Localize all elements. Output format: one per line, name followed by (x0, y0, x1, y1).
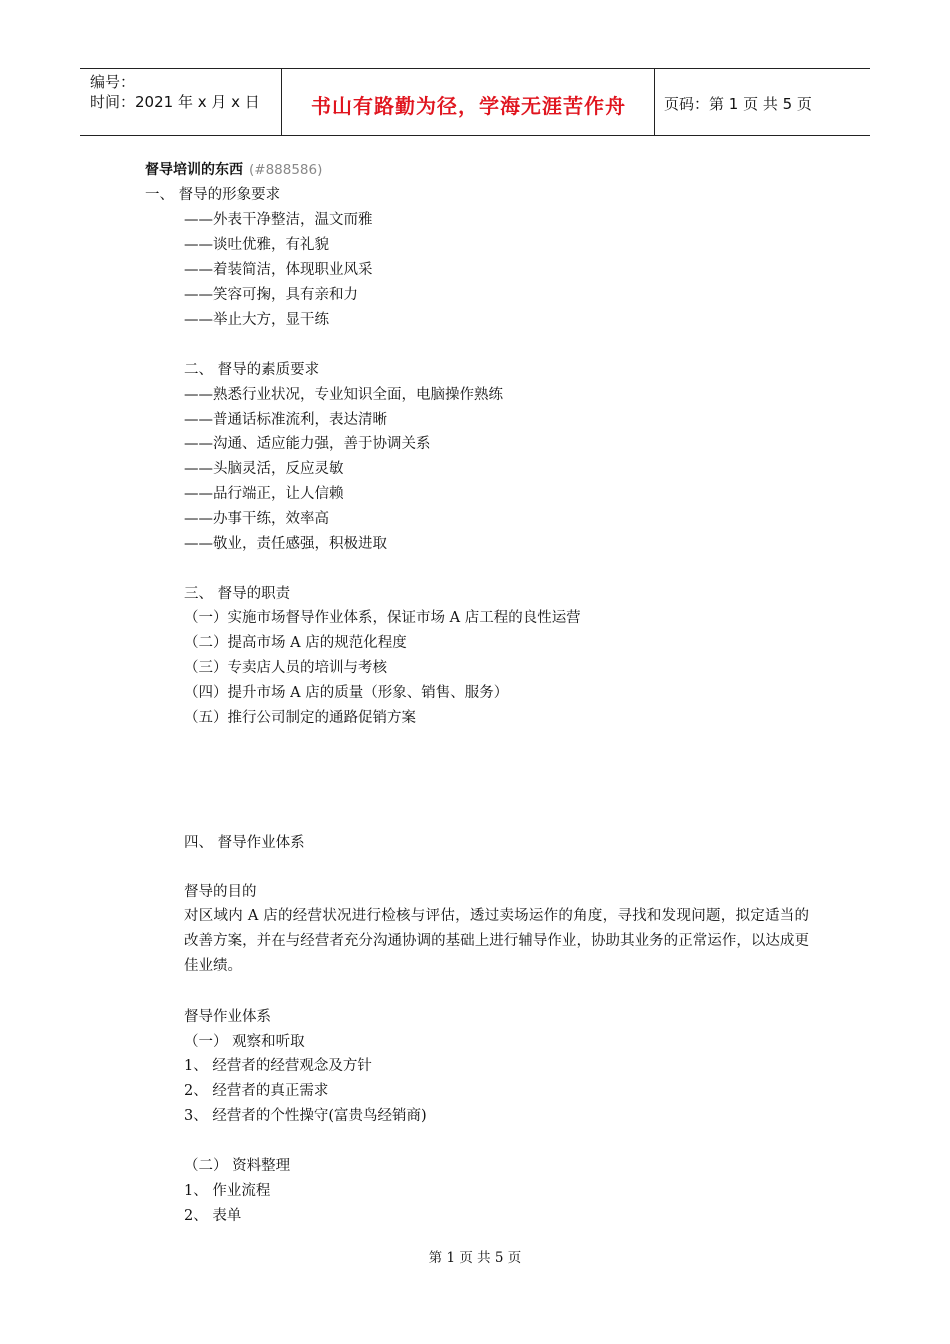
list-item: ——外表干净整洁，温文而雅 (184, 212, 373, 228)
header-top-rule (80, 68, 870, 69)
subsection-2-heading: （二） 资料整理 (184, 1158, 291, 1174)
section-2-heading: 二、 督导的素质要求 (184, 362, 320, 378)
list-item: 1、 经营者的经营观念及方针 (184, 1058, 372, 1074)
section-4-heading: 四、 督导作业体系 (184, 835, 305, 851)
list-item: 2、 表单 (184, 1208, 242, 1224)
list-item: ——熟悉行业状况，专业知识全面，电脑操作熟练 (184, 387, 503, 403)
list-item: 3、 经营者的个性操守(富贵鸟经销商) (184, 1108, 427, 1124)
list-item: ——头脑灵活，反应灵敏 (184, 461, 344, 477)
list-item: ——着装简洁，体现职业风采 (184, 262, 373, 278)
purpose-paragraph: 对区域内 A 店的经营状况进行检核与评估，透过卖场运作的角度，寻找和发现问题，拟定适当的改善方案，并在与经营者充分沟通协调的基础上进行辅导作业，协助其业务的正常运作，以达成更佳业绩。 (184, 908, 809, 974)
section-3-heading: 三、 督导的职责 (184, 586, 291, 602)
list-item: ——品行端正，让人信赖 (184, 486, 344, 502)
subsection-1-heading: （一） 观察和听取 (184, 1034, 305, 1050)
header-motto: 书山有路勤为径，学海无涯苦作舟 (311, 94, 626, 118)
document-title-tag: (#888586) (249, 162, 323, 178)
list-item: ——举止大方，显干练 (184, 312, 329, 328)
system-heading: 督导作业体系 (184, 1009, 271, 1025)
list-item: ——沟通、适应能力强，善于协调关系 (184, 436, 431, 452)
header-bottom-rule (80, 135, 870, 136)
list-item: 2、 经营者的真正需求 (184, 1083, 329, 1099)
document-title-text: 督导培训的东西 (145, 162, 243, 178)
document-number-label: 编号： (90, 73, 136, 91)
list-item: （五）推行公司制定的通路促销方案 (184, 710, 416, 726)
list-item: （三）专卖店人员的培训与考核 (184, 660, 387, 676)
list-item: （四）提升市场 A 店的质量（形象、销售、服务） (184, 685, 509, 701)
list-item: ——谈吐优雅，有礼貌 (184, 237, 329, 253)
list-item: （二）提高市场 A 店的规范化程度 (184, 635, 407, 651)
header-meta (90, 72, 260, 112)
list-item: ——敬业，责任感强，积极进取 (184, 536, 387, 552)
list-item: ——笑容可掬，具有亲和力 (184, 287, 358, 303)
list-item: （一）实施市场督导作业体系，保证市场 A 店工程的良性运营 (184, 610, 581, 626)
list-item: 1、 作业流程 (184, 1183, 271, 1199)
purpose-heading: 督导的目的 (184, 884, 257, 900)
section-1-heading: 一、 督导的形象要求 (145, 187, 281, 203)
page-footer: 第 1 页 共 5 页 (428, 1250, 522, 1266)
list-item: ——普通话标准流利，表达清晰 (184, 412, 387, 428)
document-title (145, 160, 322, 180)
header-page-info: 页码：第 1 页 共 5 页 (664, 95, 812, 113)
list-item: ——办事干练，效率高 (184, 511, 329, 527)
document-time-label: 时间：2021 年 x 月 x 日 (90, 93, 260, 111)
